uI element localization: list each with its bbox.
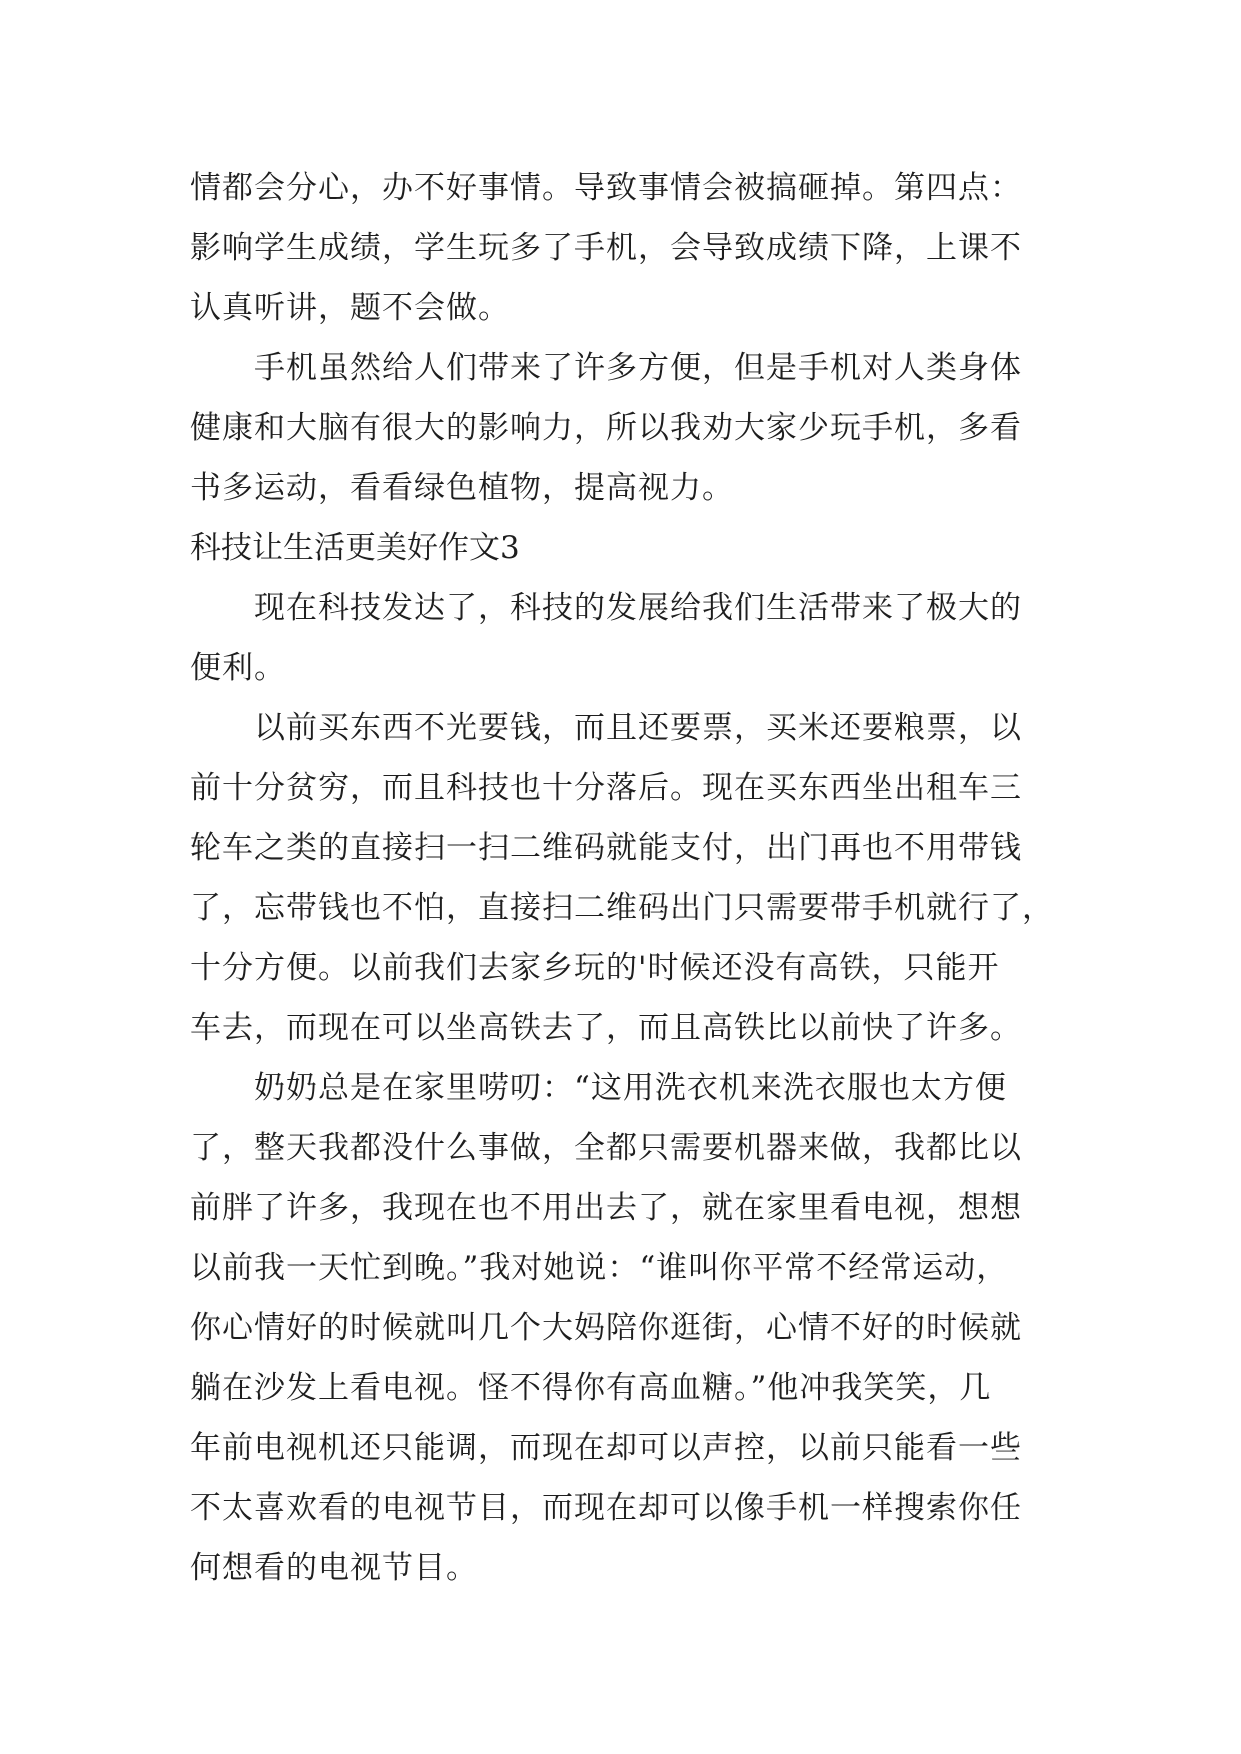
text-line: 了，忘带钱也不怕，直接扫二维码出门只需要带手机就行了， [190, 890, 1054, 926]
text-line: 健康和大脑有很大的影响力，所以我劝大家少玩手机，多看 [190, 410, 1022, 446]
text-line: 了，整天我都没什么事做，全都只需要机器来做，我都比以 [190, 1130, 1022, 1166]
text-line: 躺在沙发上看电视。怪不得你有高血糖。”他冲我笑笑，几 [190, 1370, 992, 1406]
text-line: 前胖了许多，我现在也不用出去了，就在家里看电视，想想 [190, 1190, 1022, 1226]
text-line: 不太喜欢看的电视节目，而现在却可以像手机一样搜索你任 [190, 1490, 1022, 1526]
text-line: 轮车之类的直接扫一扫二维码就能支付，出门再也不用带钱 [190, 830, 1022, 866]
text-line: 影响学生成绩，学生玩多了手机，会导致成绩下降，上课不 [190, 230, 1022, 266]
text-line: 年前电视机还只能调，而现在却可以声控，以前只能看一些 [190, 1430, 1022, 1466]
text-line: 便利。 [190, 650, 286, 686]
text-line: 车去，而现在可以坐高铁去了，而且高铁比以前快了许多。 [190, 1010, 1022, 1046]
text-line: 以前我一天忙到晚。”我对她说：“谁叫你平常不经常运动， [190, 1250, 1009, 1286]
text-line: 书多运动，看看绿色植物，提高视力。 [190, 470, 734, 506]
text-line: 前十分贫穷，而且科技也十分落后。现在买东西坐出租车三 [190, 770, 1022, 806]
text-line: 认真听讲，题不会做。 [190, 290, 510, 326]
document-body [190, 158, 1060, 1598]
section-heading [190, 518, 1060, 578]
text-line: 你心情好的时候就叫几个大妈陪你逛街，心情不好的时候就 [190, 1310, 1022, 1346]
text-line: 情都会分心，办不好事情。导致事情会被搞砸掉。第四点： [190, 170, 1022, 206]
text-line: 奶奶总是在家里唠叨：“这用洗衣机来洗衣服也太方便 [254, 1070, 1007, 1106]
paragraph [190, 578, 1060, 698]
text-line: 现在科技发达了，科技的发展给我们生活带来了极大的 [254, 590, 1022, 626]
text-line: 十分方便。以前我们去家乡玩的'时候还没有高铁，只能开 [190, 950, 1000, 986]
paragraph [190, 1058, 1060, 1598]
paragraph [190, 338, 1060, 518]
paragraph [190, 698, 1060, 1058]
text-line: 以前买东西不光要钱，而且还要票，买米还要粮票，以 [254, 710, 1022, 746]
paragraph [190, 158, 1060, 338]
text-line: 手机虽然给人们带来了许多方便，但是手机对人类身体 [254, 350, 1022, 386]
text-line: 何想看的电视节目。 [190, 1550, 478, 1586]
heading-text: 科技让生活更美好作文3 [190, 530, 520, 566]
